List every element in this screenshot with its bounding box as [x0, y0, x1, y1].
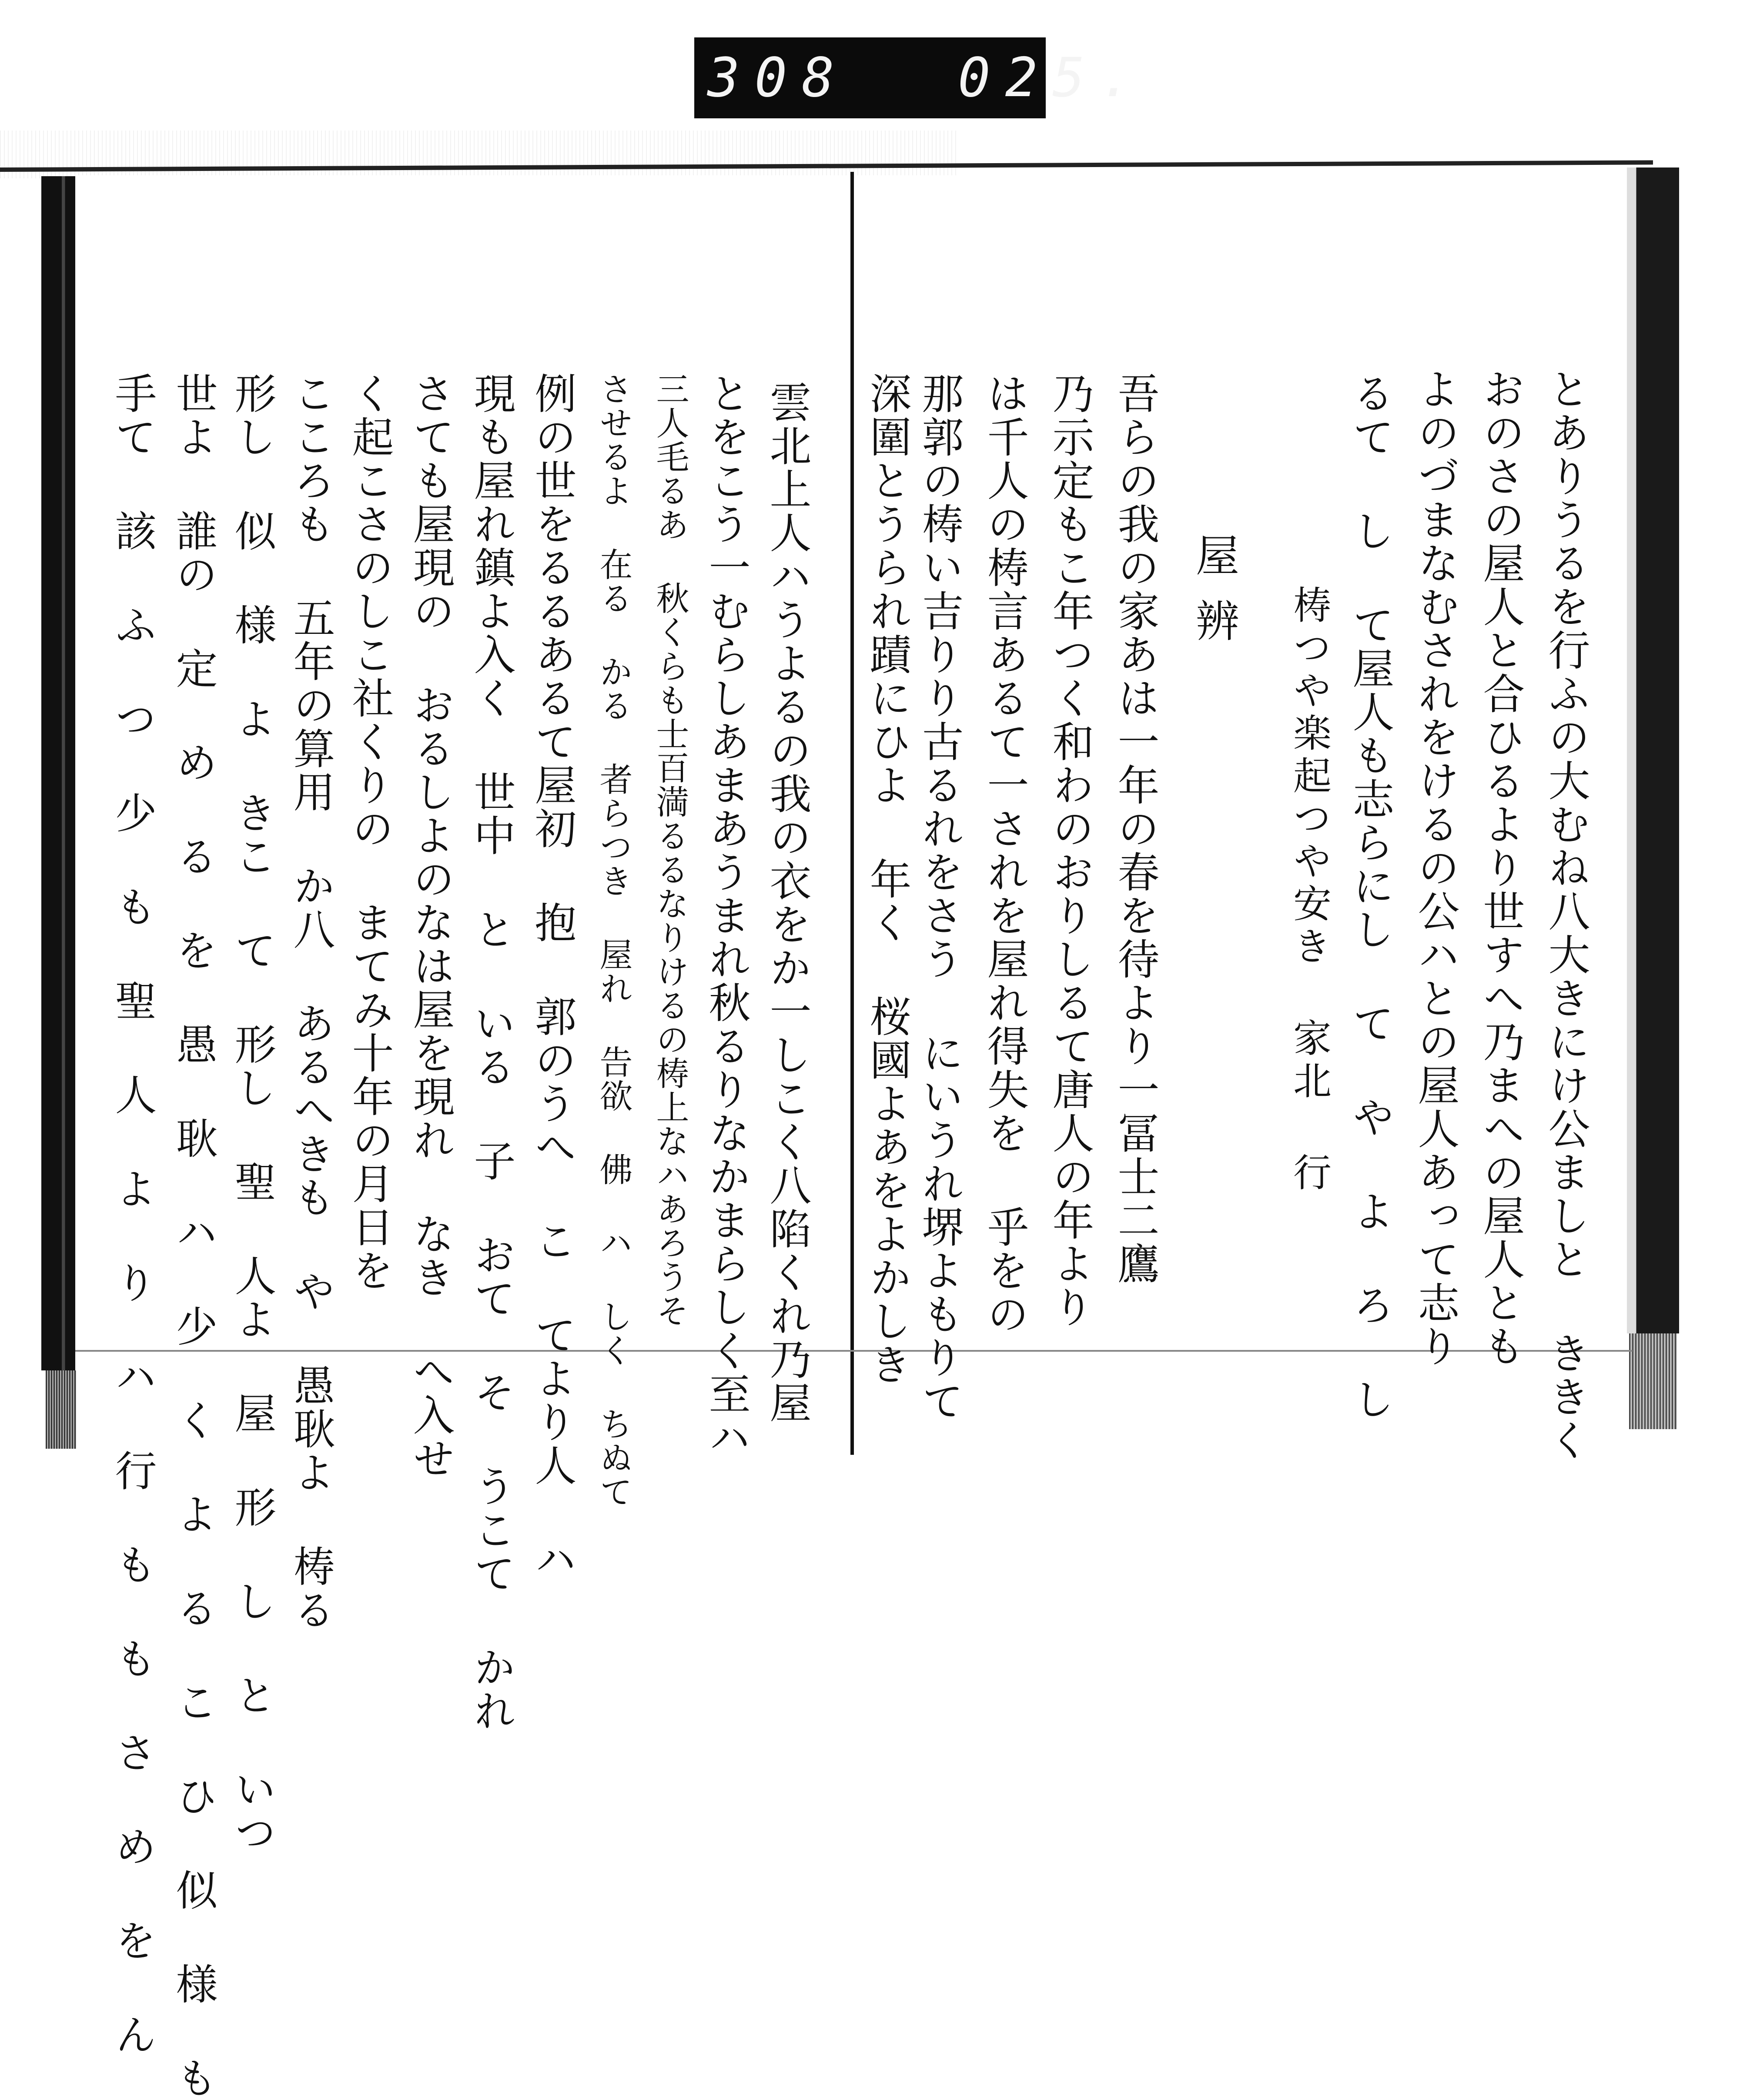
signature-line: 梼つや楽起つや安き 家北 行	[1287, 585, 1332, 1195]
text-column: 深圍とうられ蹟にひよ 年く 桜國よあをよかしき	[863, 372, 912, 1387]
text-column: 三人毛るあ 秋くらも士百満るるなりけるの梼上なハあろうそ	[651, 372, 689, 1328]
text-column: 吾らの我の家あは一年の春を待より一冨士二鷹	[1111, 372, 1160, 1286]
text-column: させるよ 在る かる 者らつき 屋れ 告欲 佛 ハ しく ちぬて	[594, 372, 633, 1509]
text-column: るて し て屋人も志らにし て や よ ろ し	[1346, 372, 1395, 1421]
right-cover-edge	[1627, 167, 1679, 1333]
text-column: 雲北上人ハうよるの我の衣をか一しこく八陷くれ乃屋	[763, 381, 812, 1425]
right-page-stack	[1629, 1333, 1677, 1429]
text-column: 世よ 誰の 定 め る を 愚 耿 ハ 少 く よ る こ ひ 似 様 も	[169, 372, 218, 2100]
text-column: こころも 五年の算用 か八 あるへきも や 愚耿よ 梼る	[287, 372, 335, 1632]
text-column: は千人の梼言あるて一されを屋れ得失を 乎をの	[980, 372, 1029, 1336]
text-column: く起こさのしこ社くりの まてみ十年の月日を	[345, 372, 394, 1293]
text-column: 現も屋れ鎮よ入く 世中 と いる 子 おて そ うこて かれ	[467, 372, 516, 1733]
text-column: 手て 該 ふ つ 少 も 聖 人 よ り ハ 行 も も さ め を ん	[108, 372, 157, 2056]
text-column: おのさの屋人と合ひるより世すへ乃まへの屋人とも	[1476, 368, 1525, 1368]
open-book	[0, 167, 1688, 2100]
text-column: よのづまなむされをけるの公ハとの屋人あって志り	[1411, 368, 1460, 1368]
text-column: さても屋現の おるしよのなは屋を現れ なき へ入せ	[406, 372, 455, 1480]
book-gutter	[850, 172, 854, 1455]
left-cover-edge	[41, 176, 75, 1370]
text-column: 那郭の梼い吉りり古るれをさう にいうれ堺よもりて	[915, 372, 964, 1423]
text-column: 乃示定もこ年つく和わのおりしるて唐人の年より	[1046, 372, 1094, 1329]
reel-number: 308	[707, 47, 849, 109]
microfilm-frame-label	[694, 37, 1147, 118]
text-column: とをこう一むらしあまあうまれ秋るりなかまらしく至ハ	[702, 372, 751, 1460]
text-column: 形し 似 様 よ きこ て 形し 聖 人よ 屋 形 し と いつ	[228, 372, 277, 1855]
left-page-stack	[46, 1370, 76, 1449]
text-column: とありうるを行ふの大むね八大きにけ公ましと ききく	[1542, 368, 1590, 1462]
frame-number: 025.	[957, 47, 1147, 109]
text-column: 例の世をるるあるて屋初 抱 郭のうへ こ てより人 ハ	[528, 372, 577, 1581]
section-title: 屋辨	[1188, 533, 1239, 663]
